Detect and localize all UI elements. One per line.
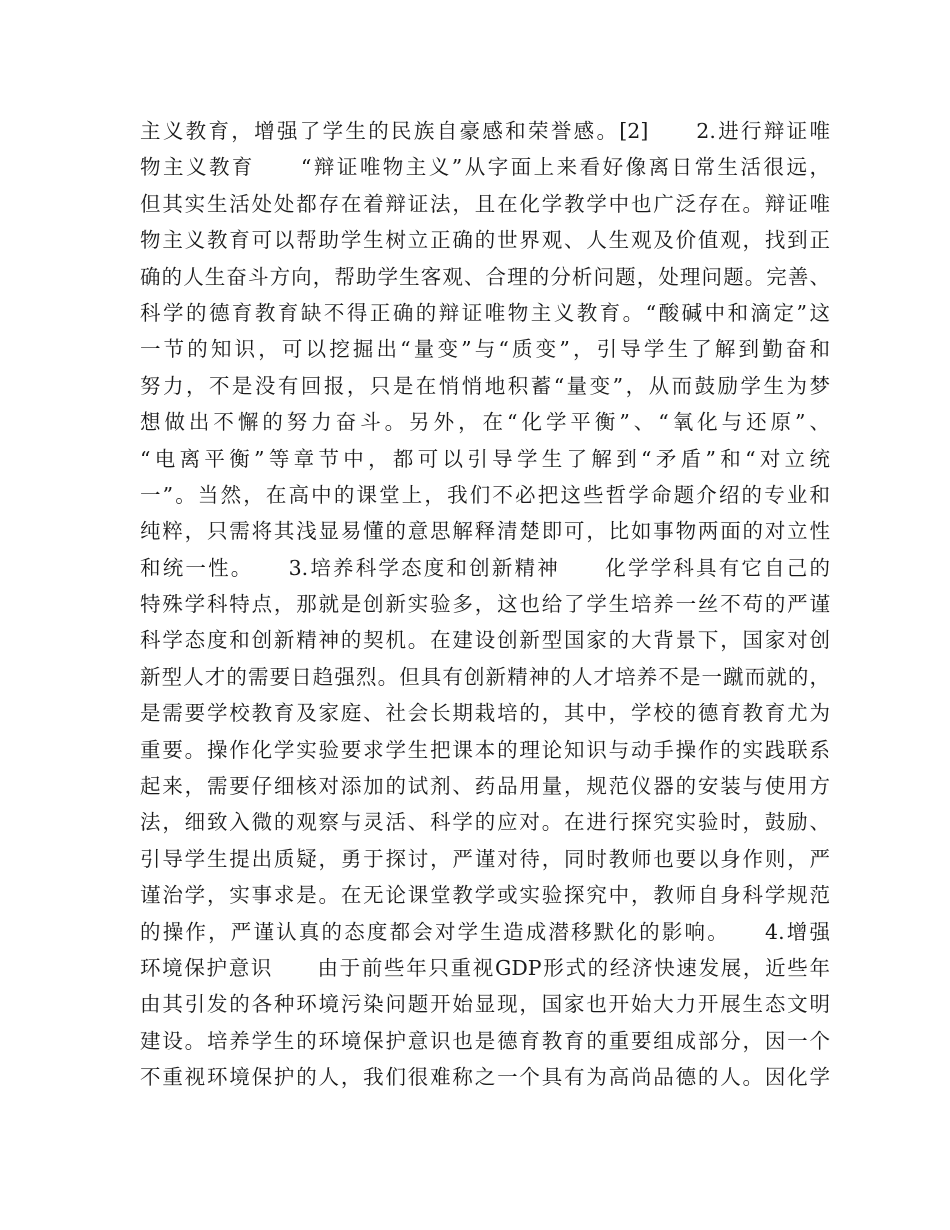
text-line: 重要。操作化学实验要求学生把课本的理论知识与动手操作的实践联系	[140, 737, 830, 762]
text-line: 但其实生活处处都存在着辩证法，且在化学教学中也广泛存在。辩证唯	[140, 191, 830, 216]
text-line: 环境保护意识 由于前些年只重视GDP形式的经济快速发展，近些年	[140, 955, 830, 980]
text-line: “电离平衡”等章节中，都可以引导学生了解到“矛盾”和“对立统	[140, 446, 830, 471]
text-line: 建设。培养学生的环境保护意识也是德育教育的重要组成部分，因一个	[140, 1028, 830, 1053]
text-line: 引导学生提出质疑，勇于探讨，严谨对待，同时教师也要以身作则，严	[140, 846, 830, 871]
text-line: 起来，需要仔细核对添加的试剂、药品用量，规范仪器的安装与使用方	[140, 774, 830, 799]
text-line: 的操作，严谨认真的态度都会对学生造成潜移默化的影响。 4.增强	[140, 919, 830, 944]
text-line: 特殊学科特点，那就是创新实验多，这也给了学生培养一丝不苟的严谨	[140, 592, 830, 617]
text-line: 物主义教育 “辩证唯物主义”从字面上来看好像离日常生活很远，	[140, 155, 830, 180]
text-line: 科学态度和创新精神的契机。在建设创新型国家的大背景下，国家对创	[140, 628, 830, 653]
text-line: 是需要学校教育及家庭、社会长期栽培的，其中，学校的德育教育尤为	[140, 701, 830, 726]
text-line: 由其引发的各种环境污染问题开始显现，国家也开始大力开展生态文明	[140, 992, 830, 1017]
text-line: 一”。当然，在高中的课堂上，我们不必把这些哲学命题介绍的专业和	[140, 482, 830, 507]
text-line: 新型人才的需要日趋强烈。但具有创新精神的人才培养不是一蹴而就的，	[140, 664, 830, 689]
text-line: 确的人生奋斗方向，帮助学生客观、合理的分析问题，处理问题。完善、	[140, 264, 830, 289]
text-line: 科学的德育教育缺不得正确的辩证唯物主义教育。“酸碱中和滴定”这	[140, 300, 830, 325]
text-line: 想做出不懈的努力奋斗。另外，在“化学平衡”、“氧化与还原”、	[140, 410, 830, 435]
text-line: 主义教育，增强了学生的民族自豪感和荣誉感。[2] 2.进行辩证唯	[140, 119, 830, 143]
text-line: 不重视环境保护的人，我们很难称之一个具有为高尚品德的人。因化学	[140, 1065, 830, 1090]
text-line: 一节的知识，可以挖掘出“量变”与“质变”，引导学生了解到勤奋和	[140, 337, 830, 362]
body-text	[140, 113, 830, 1096]
text-line: 谨治学，实事求是。在无论课堂教学或实验探究中，教师自身科学规范	[140, 883, 830, 908]
text-line: 纯粹，只需将其浅显易懂的意思解释清楚即可，比如事物两面的对立性	[140, 519, 830, 544]
text-line: 和统一性。 3.培养科学态度和创新精神 化学学科具有它自己的	[140, 555, 830, 580]
text-line: 法，细致入微的观察与灵活、科学的应对。在进行探究实验时，鼓励、	[140, 810, 830, 835]
text-line: 努力，不是没有回报，只是在悄悄地积蓄“量变”，从而鼓励学生为梦	[140, 373, 830, 398]
text-line: 物主义教育可以帮助学生树立正确的世界观、人生观及价值观，找到正	[140, 228, 830, 253]
